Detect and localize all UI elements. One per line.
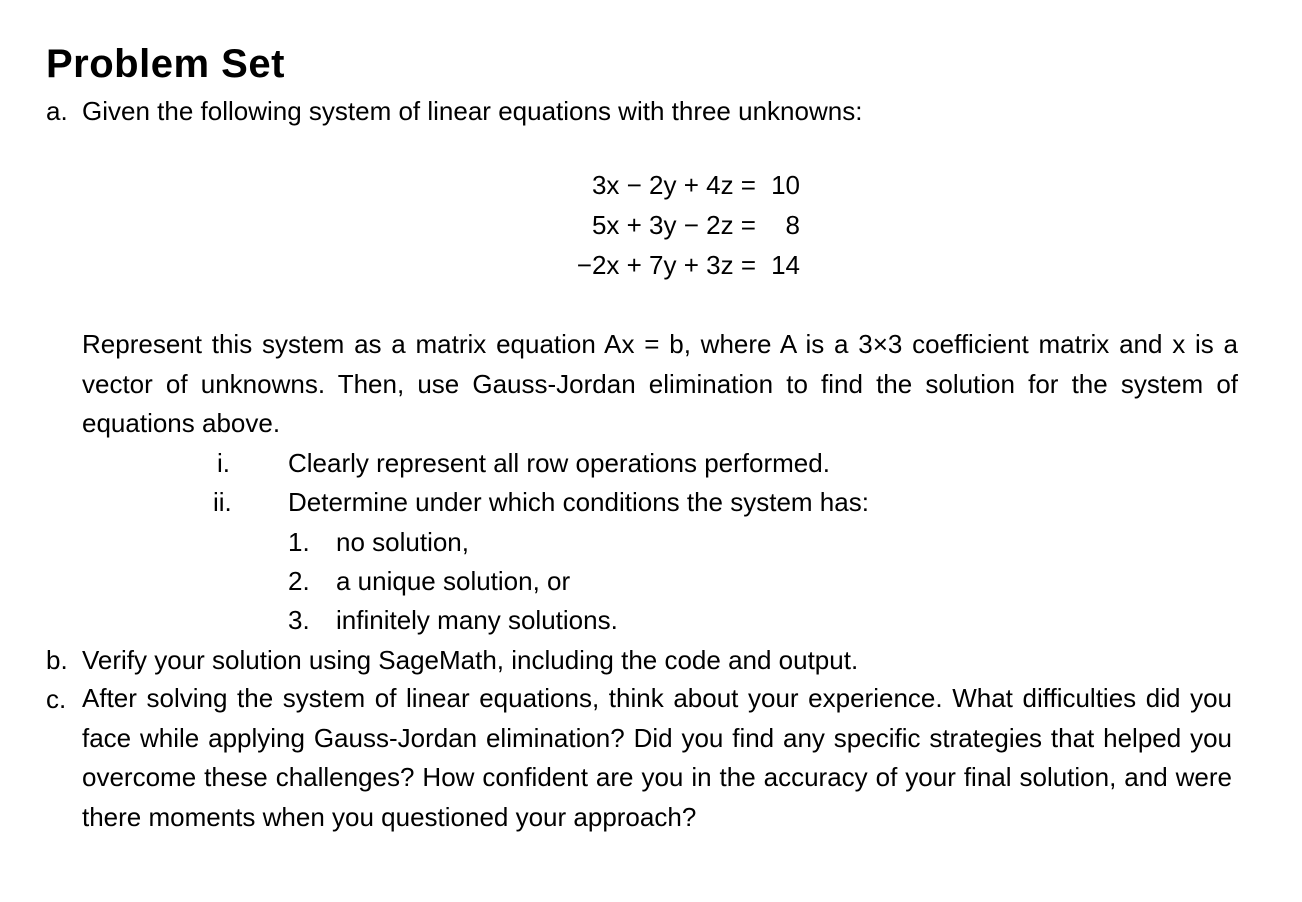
part-c-text: After solving the system of linear equations, think about your experience. What difficulties did you face while applying Gauss-Jordan elimination? Did you find any specific strategies that helped you overcome these challenges? How confident are you in the accuracy of your final solution, and were there moments when you questioned your approach? xyxy=(82,683,1232,832)
part-c-label: c. xyxy=(46,684,67,714)
condition-1-label: 1. xyxy=(288,527,310,557)
subitem-i-label: i. xyxy=(217,448,230,478)
subitem-i-text: Clearly represent all row operations performed. xyxy=(288,448,830,478)
equation-3-rhs: 14 xyxy=(771,250,800,280)
equation-1-lhs: 3x − 2y + 4z = xyxy=(591,170,756,200)
equation-2 xyxy=(592,210,800,240)
condition-1-text: no solution, xyxy=(336,527,469,557)
subitem-ii-text: Determine under which conditions the system has: xyxy=(288,487,869,517)
condition-3-text: infinitely many solutions. xyxy=(336,605,618,635)
condition-3-label: 3. xyxy=(288,605,310,635)
part-a-label: a. xyxy=(46,96,68,126)
part-a-instructions: Represent this system as a matrix equation Ax = b, where A is a 3×3 coefficient matrix and x is a vector of unknowns. Then, use Gauss-Jordan elimination to find the solution for the system of equations above. xyxy=(82,329,1238,438)
page-title: Problem Set xyxy=(46,42,285,86)
part-b-text: Verify your solution using SageMath, including the code and output. xyxy=(82,645,859,675)
condition-2-text: a unique solution, or xyxy=(336,566,571,596)
part-a-intro: Given the following system of linear equations with three unknowns: xyxy=(82,96,863,126)
equation-2-lhs: 5x + 3y − 2z = xyxy=(591,210,756,240)
equation-3-lhs: −2x + 7y + 3z = xyxy=(576,250,756,280)
equation-3 xyxy=(577,250,800,280)
condition-2-label: 2. xyxy=(288,566,310,596)
part-b-label: b. xyxy=(46,645,68,675)
equation-2-rhs: 8 xyxy=(785,210,800,240)
equation-1-rhs: 10 xyxy=(771,170,800,200)
equation-1 xyxy=(592,170,800,200)
subitem-ii-label: ii. xyxy=(213,487,232,517)
